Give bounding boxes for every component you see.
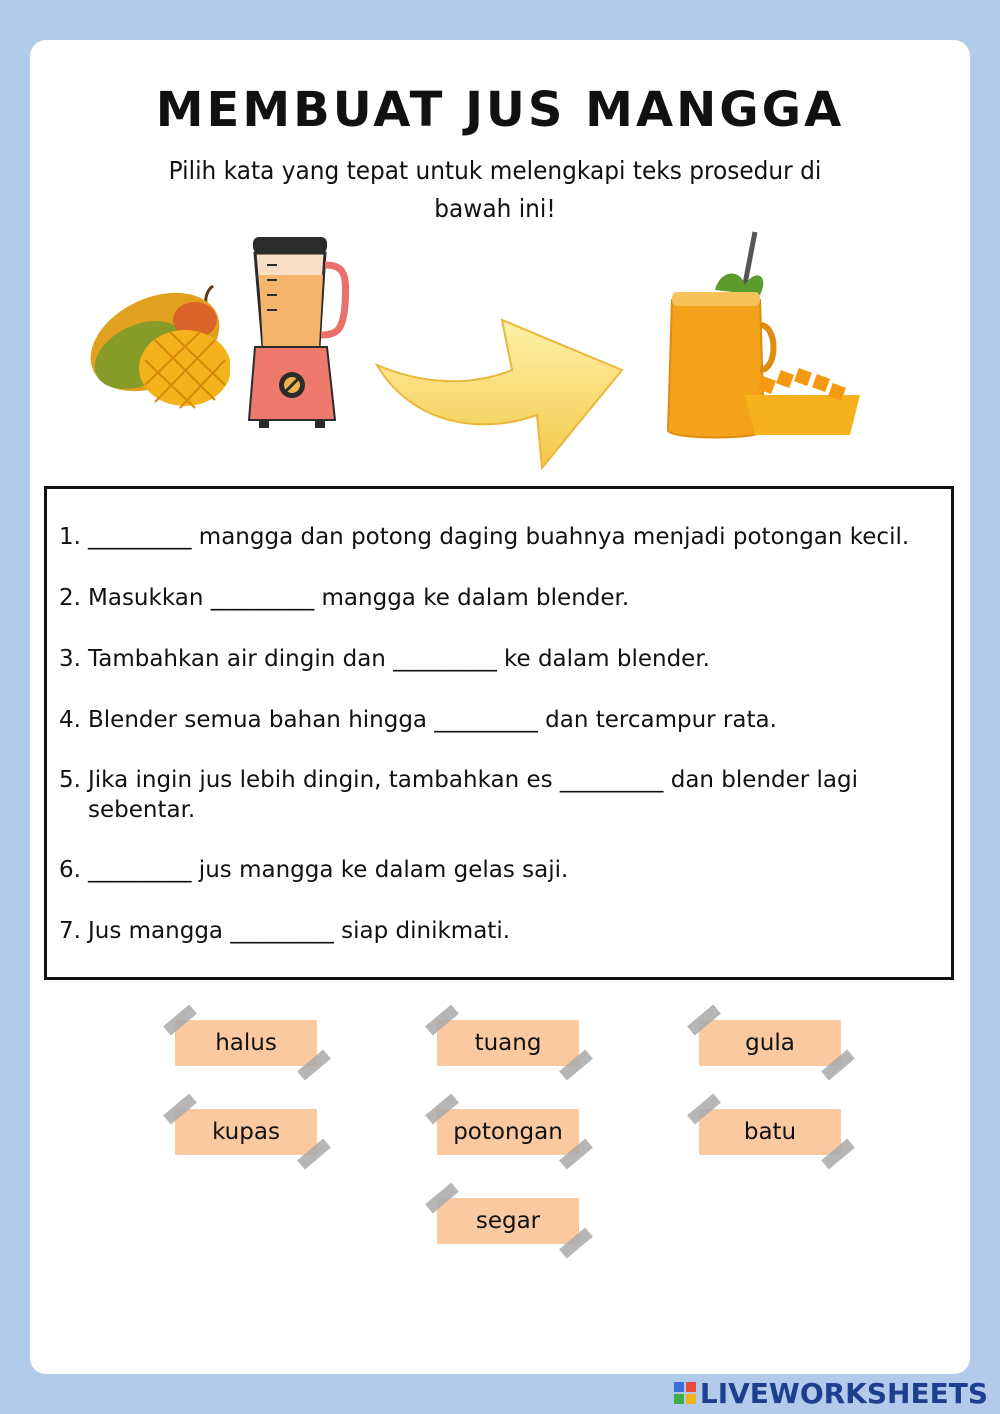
logo-grid-icon [674, 1382, 696, 1404]
question-7-text: Jus mangga _________ siap dinikmati. [88, 918, 511, 944]
instruction-text: Pilih kata yang tepat untuk melengkapi teks prosedur di bawah ini! [168, 156, 822, 223]
question-3-text: Tambahkan air dingin dan _________ ke dalam blender. [88, 646, 710, 672]
question-5: 5. Jika ingin jus lebih dingin, tambahkan es _________ dan blender lagi sebentar. [59, 765, 939, 825]
question-2-text: Masukkan _________ mangga ke dalam blender. [88, 585, 630, 611]
blender-icon [245, 235, 350, 430]
page-title: MEMBUAT JUS MANGGA [155, 82, 845, 138]
liveworksheets-logo[interactable] [674, 1377, 988, 1409]
question-1-text: _________ mangga dan potong daging buahnya menjadi potongan kecil. [88, 524, 910, 550]
word-tag-segar[interactable]: segar [437, 1198, 579, 1244]
question-3: 3. Tambahkan air dingin dan _________ ke dalam blender. [59, 646, 710, 672]
word-tag-batu[interactable]: batu [699, 1109, 841, 1155]
question-5-text: Jika ingin jus lebih dingin, tambahkan es _________ dan blender lagi [88, 767, 859, 793]
mango-icon [85, 280, 230, 410]
mango-juice-icon [660, 230, 865, 445]
word-tag-halus[interactable]: halus [175, 1020, 317, 1066]
question-1: 1. _________ mangga dan potong daging buahnya menjadi potongan kecil. [59, 524, 910, 550]
word-tag-kupas[interactable]: kupas [175, 1109, 317, 1155]
word-tag-potongan[interactable]: potongan [437, 1109, 579, 1155]
question-4: 4. Blender semua bahan hingga _________ dan tercampur rata. [59, 707, 777, 733]
question-5-text-continued: sebentar. [88, 797, 196, 823]
question-2: 2. Masukkan _________ mangga ke dalam blender. [59, 585, 630, 611]
word-tag-gula[interactable]: gula [699, 1020, 841, 1066]
question-4-text: Blender semua bahan hingga _________ dan tercampur rata. [88, 707, 777, 733]
question-7: 7. Jus mangga _________ siap dinikmati. [59, 918, 511, 944]
question-6-text: _________ jus mangga ke dalam gelas saji. [88, 857, 569, 883]
question-6: 6. _________ jus mangga ke dalam gelas saji. [59, 857, 569, 883]
brand-text: LIVEWORKSHEETS [699, 1376, 988, 1410]
word-tag-tuang[interactable]: tuang [437, 1020, 579, 1066]
question-box [44, 486, 954, 980]
arrow-icon [372, 310, 632, 475]
